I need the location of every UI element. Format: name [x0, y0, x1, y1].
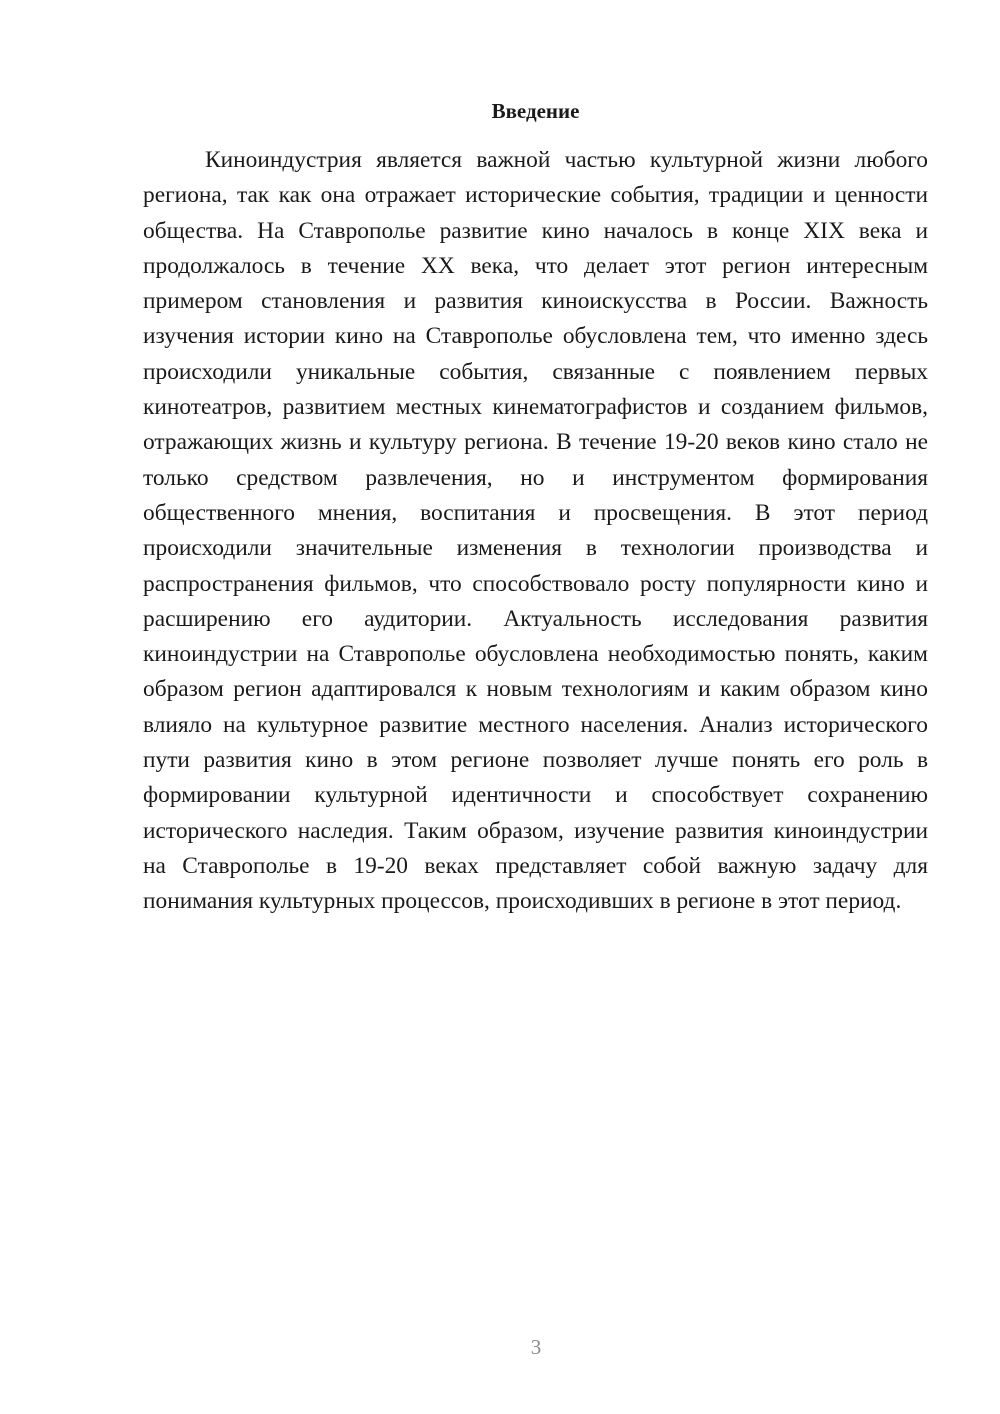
page-number: 3 — [530, 1335, 542, 1359]
body-paragraph: Киноиндустрия является важной частью культурной жизни любого региона, так как она отражает исторические события, традиции и ценности общества. На Ставрополье развитие кино началось в конце XIX века и продолжалось в течение XX века, что делает этот регион интересным примером становления и развития киноискусства в России. Важность изучения истории кино на Ставрополье обусловлена тем, что именно здесь происходили уникальные события, связанные с появлением первых кинотеатров, развитием местных кинематографистов и созданием фильмов, отражающих жизнь и культуру региона. В течение 19-20 веков кино стало не только средством развлечения, но и инструментом формирования общественного мнения, воспитания и просвещения. В этот период происходили значительные изменения в технологии производства и распространения фильмов, что способствовало росту популярности кино и расширению его аудитории. Актуальность исследования развития киноиндустрии на Ставрополье обусловлена необходимостью понять, каким образом регион адаптировался к новым технологиям и каким образом кино влияло на культурное развитие местного населения. Анализ исторического пути развития кино в этом регионе позволяет лучше понять его роль в формировании культурной идентичности и способствует сохранению исторического наследия. Таким образом, изучение развития киноиндустрии на Ставрополье в 19-20 веках представляет собой важную задачу для понимания культурных процессов, происходивших в регионе в этот период. — [143, 147, 928, 915]
page-title: Введение — [491, 99, 580, 123]
